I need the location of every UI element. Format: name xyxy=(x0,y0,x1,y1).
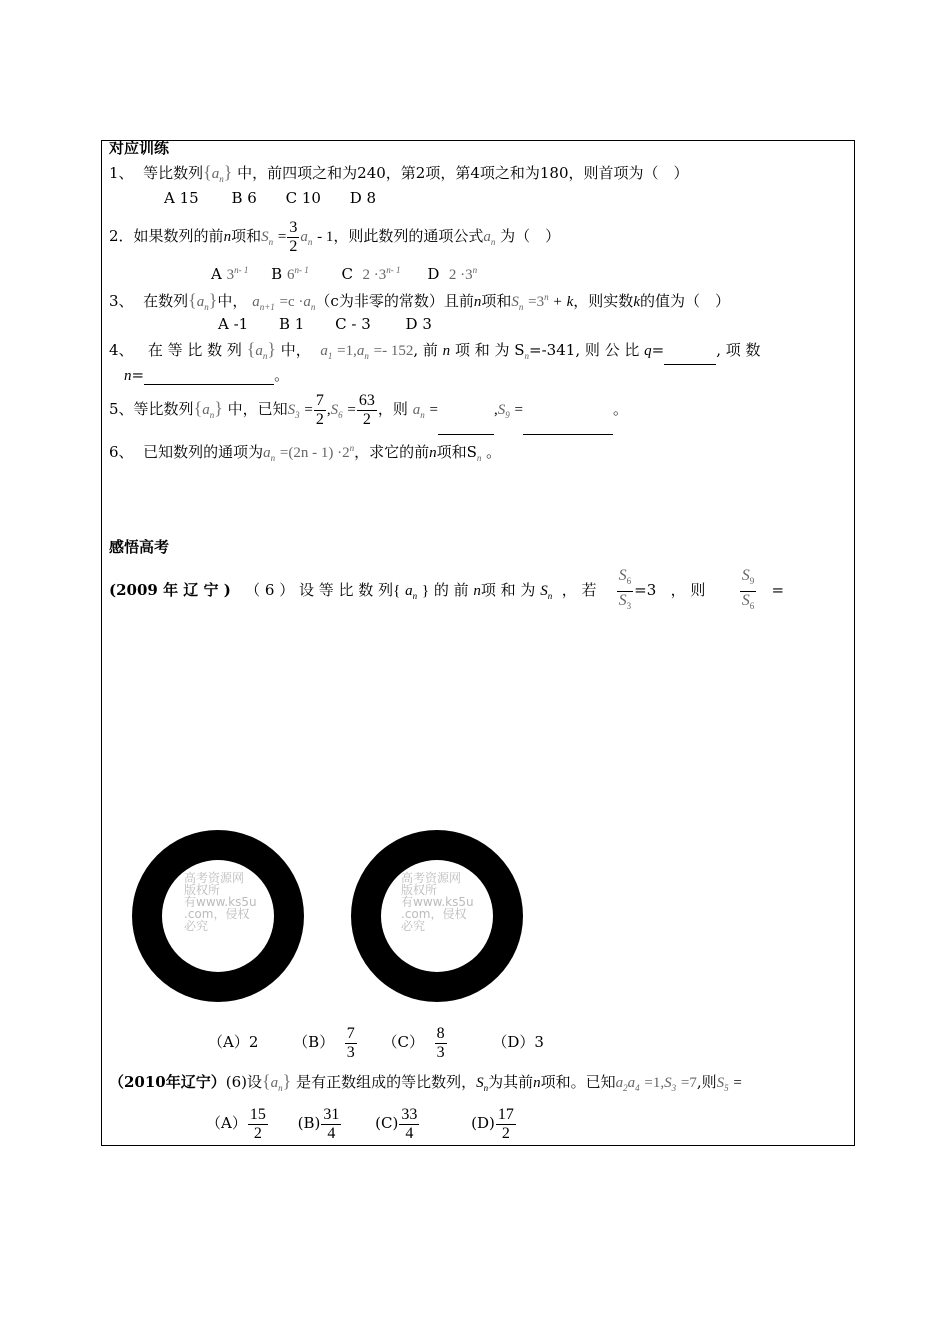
section-title-exam: 感悟高考 xyxy=(109,538,170,556)
question-2-options xyxy=(211,261,477,284)
option-b[interactable]: B 6 xyxy=(231,189,257,207)
option-b[interactable]: （B） $\frac{7}{3}$ xyxy=(293,1024,355,1061)
fraction-3-2: $\frac{3}{2}$ xyxy=(289,218,298,255)
question-6: 6、 已知数列的通项为$a_n =(2n - 1) \cdot 2^n$，求它的前n项和$S_n$ 。 xyxy=(109,443,502,463)
watermark-text-left: 高考资源网 版权所 有www.ks5u .com，侵权 必究 xyxy=(184,871,257,933)
option-c[interactable]: C 10 xyxy=(285,189,321,207)
option-d[interactable]: （D）3 xyxy=(492,1033,544,1051)
exam-question-2009: (2009 年 辽 宁 ) （ 6 ） 设 等 比 数 列{ $a_n$ } 的 前 n项 和 为 $S_n$ ， 若 $\frac{S_6}{S_3}$ =3 ， 则 $\frac{S_9}{S_6}$ = xyxy=(109,566,784,620)
answer-blank-s9[interactable] xyxy=(523,420,613,435)
option-c[interactable]: C - 3 xyxy=(335,315,371,333)
fraction-63-2: $\frac{63}{2}$ xyxy=(358,391,375,428)
option-a[interactable]: A 3$^{n- 1}$ xyxy=(211,265,249,283)
option-d[interactable]: (D) $\frac{17}{2}$ xyxy=(471,1105,514,1142)
watermark-seal-right xyxy=(351,830,523,1002)
watermark-text-right: 高考资源网 版权所 有www.ks5u .com，侵权 必究 xyxy=(401,871,474,933)
option-c[interactable]: (C) $\frac{33}{4}$ xyxy=(375,1105,418,1142)
section-title-practice: 对应训练 xyxy=(109,139,170,157)
fraction-7-2: $\frac{7}{2}$ xyxy=(315,391,324,428)
question-1-options xyxy=(164,189,376,207)
option-d[interactable]: D 3 xyxy=(405,315,432,333)
exam-2010-options xyxy=(206,1100,517,1146)
answer-blank-q[interactable] xyxy=(664,350,716,365)
watermark-seal-left xyxy=(132,830,304,1002)
question-4: 4、 在 等 比 数 列 $\{a_n\}$ 中， $a_1 =1,a_n =- 152$, 前 n 项 和 为 $S_n=-341$, 则 公 比 q= , 项 数 xyxy=(109,340,761,365)
option-a[interactable]: A 15 xyxy=(164,189,199,207)
exam-question-2010: （2010年辽宁）(6)设$\{a_n\}$ 是有正数组成的等比数列，$S_n$为其前n项和。已知$a_2a_4 =1,S_3 =7$,则$S_5$ = xyxy=(109,1071,742,1093)
option-b[interactable]: B 1 xyxy=(279,315,305,333)
fraction-s9-s6: $\frac{S_9}{S_6}$ xyxy=(740,567,757,614)
question-5: 5、等比数列$\{a_n\}$ 中，已知$S_3$ = $\frac{7}{2}$ $,S_6$ = $\frac{63}{2}$ ，则 $a_n = ,S_9$ = 。 xyxy=(109,388,628,435)
question-3: 3、 在数列$\{a_n\}$中， $a_{n+1} =c \cdot a_n(c$为非零的常数）且前n项和$S_n =3^n + k$，则实数k的值为（ ） xyxy=(109,290,730,312)
fraction-s6-s3: $\frac{S_6}{S_3}$ xyxy=(617,567,634,614)
question-2: 2．如果数列的前n项和$S_n$ = $\frac{3}{2}$ $a_n - 1$，则此数列的通项公式$a_n$ 为（ ） xyxy=(109,218,561,255)
option-d[interactable]: D 8 xyxy=(349,189,377,207)
option-b[interactable]: B 6$^{n- 1}$ xyxy=(271,265,309,283)
option-b[interactable]: (B) $\frac{31}{4}$ xyxy=(297,1105,340,1142)
exam-2009-options xyxy=(208,1018,544,1066)
question-4-line2: n= 。 xyxy=(124,366,290,384)
option-d[interactable]: D $2 \cdot 3^n$ xyxy=(427,265,478,283)
question-3-options xyxy=(218,315,432,333)
option-a[interactable]: （A）2 xyxy=(208,1033,259,1051)
answer-blank-an[interactable] xyxy=(438,420,494,435)
option-a[interactable]: （A） $\frac{15}{2}$ xyxy=(206,1105,266,1142)
option-c[interactable]: C $2 \cdot 3^{n- 1}$ xyxy=(341,265,401,283)
option-a[interactable]: A -1 xyxy=(218,315,249,333)
answer-blank-n[interactable] xyxy=(144,370,274,385)
question-1: 1、 等比数列$\{a_n\}$ 中，前四项之和为240，第2项，第4项之和为180，则首项为（ ） xyxy=(109,162,689,184)
option-c[interactable]: （C） $\frac{8}{3}$ xyxy=(382,1024,445,1061)
